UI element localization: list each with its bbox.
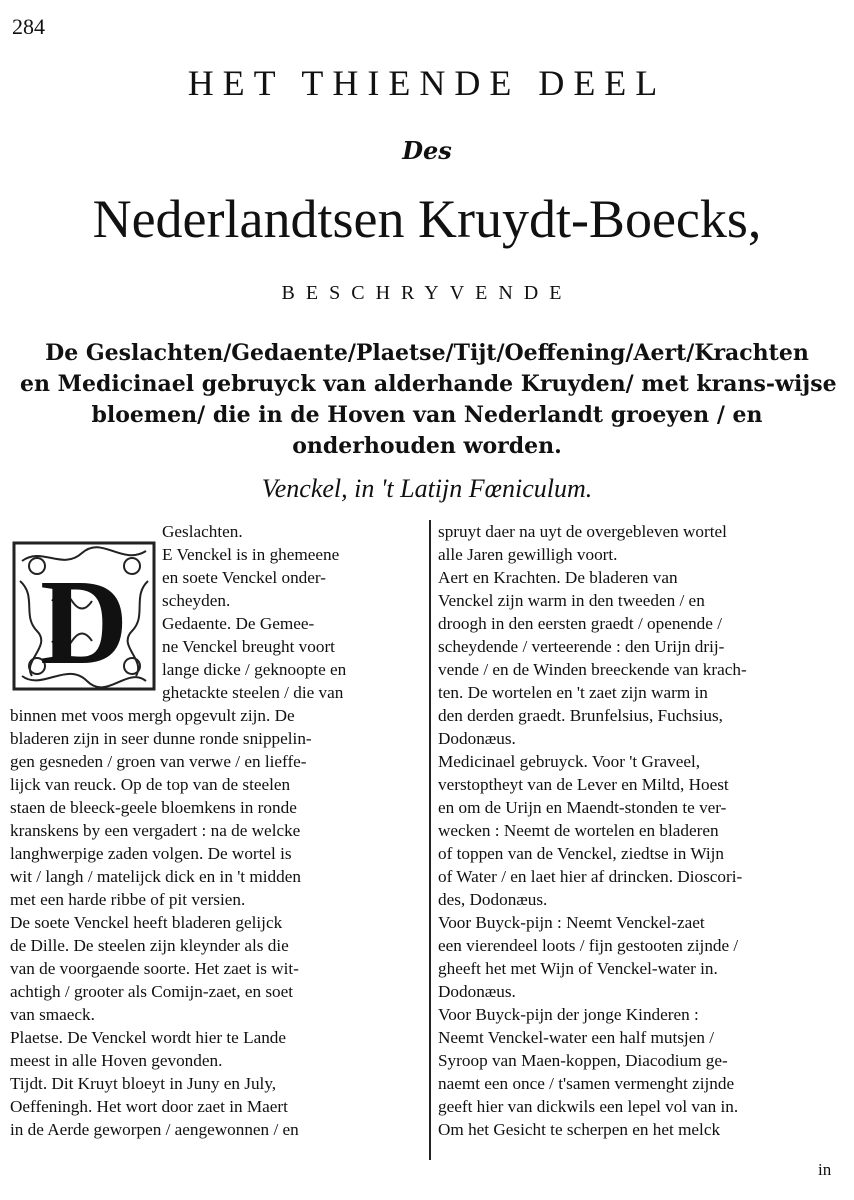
des-heading: Des [402,136,452,165]
text-line: of toppen van de Venckel, ziedtse in Wijn [438,844,725,863]
text-line: met een harde ribbe of pit versien. [10,890,246,909]
right-column [438,520,844,1141]
part-heading: HET THIENDE DEEL [187,63,667,103]
text-line: vende / en de Winden breeckende van krach- [438,660,747,679]
text-line: Syroop van Maen-koppen, Diacodium ge- [438,1051,728,1070]
text-line: in de Aerde geworpen / aengewonnen / en [10,1120,299,1139]
text-line: wecken : Neemt de wortelen en bladeren [438,821,719,840]
dropcap-letter: D [39,555,129,690]
column-divider [429,520,431,1160]
text-line: Gedaente. De Gemee- [162,614,315,633]
text-line: De soete Venckel heeft bladeren gelijck [10,913,283,932]
left-column [10,520,422,1141]
text-line: kranskens by een vergadert : na de welcke [10,821,301,840]
text-line: meest in alle Hoven gevonden. [10,1051,223,1070]
text-line: Neemt Venckel-water een half mutsjen / [438,1028,715,1047]
description-block [20,338,837,462]
text-line: of Water / en laet hier af drincken. Dioscori- [438,867,743,886]
text-line: E Venckel is in ghemeene [162,545,340,564]
catchword: in [818,1160,832,1179]
text-line: achtigh / grooter als Comijn-zaet, en soet [10,982,294,1001]
text-line: alle Jaren gewilligh voort. [438,545,618,564]
text-line: ne Venckel breught voort [162,637,335,656]
text-line: Plaetse. De Venckel wordt hier te Lande [10,1028,287,1047]
text-line: staen de bleeck-geele bloemkens in ronde [10,798,297,817]
text-line: Medicinael gebruyck. Voor 't Graveel, [438,752,701,771]
text-line: binnen met voos mergh opgevult zijn. De [10,706,295,725]
text-line: verstoptheyt van de Lever en Miltd, Hoest [438,775,729,794]
text-line: Dodonæus. [438,982,516,1001]
text-line: een vierendeel loots / fijn gestooten zijnde / [438,936,739,955]
text-line: Voor Buyck-pijn : Neemt Venckel-zaet [438,913,705,932]
text-line: en om de Urijn en Maendt-stonden te ver- [438,798,727,817]
description-line: De Geslachten/Gedaente/Plaetse/Tijt/Oeffening/Aert/Krachten [45,340,809,366]
description-line: onderhouden worden. [292,433,562,459]
text-line: Om het Gesicht te scherpen en het melck [438,1120,721,1139]
text-line: Voor Buyck-pijn der jonge Kinderen : [438,1005,699,1024]
text-line: gen gesneden / groen van verwe / en lieffe- [10,752,307,771]
text-line: van smaeck. [10,1005,95,1024]
text-line: Geslachten. [162,522,243,541]
text-line: scheydende / verteerende : den Urijn drij- [438,637,725,656]
text-line: lange dicke / geknoopte en [162,660,347,679]
text-line: Oeffeningh. Het wort door zaet in Maert [10,1097,288,1116]
text-line: geeft hier van dickwils een lepel vol van in. [438,1097,739,1116]
text-line: ten. De wortelen en 't zaet zijn warm in [438,683,708,702]
describing-heading: BESCHRYVENDE [281,282,573,304]
description-line: bloemen/ die in de Hoven van Nederlandt groeyen / en [91,402,763,428]
text-line: Dodonæus. [438,729,516,748]
text-line: spruyt daer na uyt de overgebleven wortel [438,522,727,541]
text-line: lijck van reuck. Op de top van de steelen [10,775,291,794]
text-line: Tijdt. Dit Kruyt bloeyt in Juny en July, [10,1074,277,1093]
text-line: den derden graedt. Brunfelsius, Fuchsius, [438,706,723,725]
text-line: de Dille. De steelen zijn kleynder als die [10,936,289,955]
plant-headword: Venckel, in 't Latijn Fœniculum. [261,474,593,503]
text-line: ghetackte steelen / die van [162,683,344,702]
text-line: wit / langh / matelijck dick en in 't midden [10,867,301,886]
text-line: des, Dodonæus. [438,890,548,909]
text-line: gheeft het met Wijn of Venckel-water in. [438,959,718,978]
text-line: Venckel zijn warm in den tweeden / en [438,591,705,610]
book-title: Nederlandtsen Kruydt-Boecks, [92,189,762,249]
text-line: bladeren zijn in seer dunne ronde snippelin- [10,729,312,748]
description-line: en Medicinael gebruyck van alderhande Kruyden/ met krans-wijse [20,371,837,397]
text-line: van de voorgaende soorte. Het zaet is wit- [10,959,299,978]
text-line: naemt een once / t'samen vermenght zijnde [438,1074,735,1093]
text-line: Aert en Krachten. De bladeren van [438,568,678,587]
page-number: 284 [12,14,45,39]
text-line: scheyden. [162,591,231,610]
text-line: droogh in den eersten graedt / openende / [438,614,722,633]
text-line: en soete Venckel onder- [162,568,326,587]
text-line: langhwerpige zaden volgen. De wortel is [10,844,292,863]
